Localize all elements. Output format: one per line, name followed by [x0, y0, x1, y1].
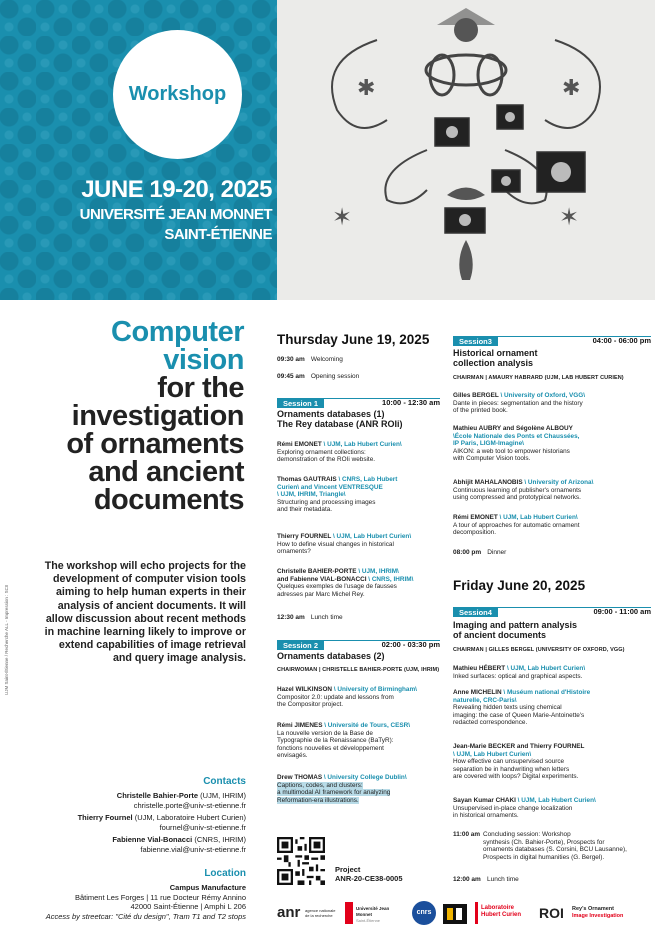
talk	[453, 479, 651, 502]
affiliation: \ CNRS, Lab Hubert	[338, 476, 398, 483]
lhc-logo	[481, 905, 521, 919]
closing-session	[453, 831, 651, 861]
talk-title: Continuous learning of publisher's ornaments	[453, 486, 582, 494]
anr-subtitle: agence nationale de la recherche	[305, 908, 336, 918]
label: Opening session	[310, 373, 360, 380]
talk-title: envisagés.	[277, 752, 308, 760]
ihrim-logo	[443, 904, 467, 924]
speaker: Gilles BERGEL	[453, 392, 499, 399]
speaker: and Fabienne VIAL-BONACCI	[277, 575, 367, 583]
session-title-line: of ancient documents	[453, 630, 547, 640]
schedule-row	[453, 876, 519, 884]
contact-email[interactable]: fabienne.vial@univ-st-etienne.fr	[140, 844, 246, 854]
speaker: Rémi EMONET	[277, 441, 322, 448]
speaker: Christelle BAHIER-PORTE	[277, 568, 357, 575]
roi-subtitle-line: Rey's Ornament	[572, 906, 614, 912]
talk-title: Revealing hidden texts using chemical	[453, 704, 562, 712]
contact-email[interactable]: christelle.porte@univ-st-etienne.fr	[133, 800, 246, 810]
lhc-logo-line: Laboratoire	[481, 905, 515, 911]
session-tag: Session 2	[277, 641, 324, 650]
time: 09:45 am	[277, 373, 305, 380]
session-chair: CHAIRWOMAN | CHRISTELLE BAHIER-PORTE (UJM, IHRIM)	[277, 667, 440, 673]
event-city: SAINT-ÉTIENNE	[164, 226, 272, 243]
affiliation: \ UJM, IHRIM\	[358, 568, 399, 575]
talk-title: How effective can unsupervised source	[453, 758, 565, 766]
project-label: Project	[335, 865, 361, 874]
closing-text: synthesis (Ch. Bahier-Porte), Prospects for	[483, 838, 605, 846]
speaker: Thomas GAUTRAIS	[277, 476, 337, 483]
talk-title: Captions, codes, and clusters:	[277, 781, 363, 789]
anr-logo: anr	[277, 904, 301, 921]
talk	[277, 476, 447, 514]
affiliation: \ University of Arizona\	[524, 479, 594, 486]
talk-title: with Computer Vision tools.	[453, 455, 531, 463]
talk	[277, 533, 442, 556]
affiliation: \ University College Dublin\	[323, 774, 407, 781]
speaker: Rémi JIMENES	[277, 722, 323, 729]
ujm-logo-mark	[345, 902, 353, 924]
schedule-row	[277, 356, 343, 364]
title-line: documents	[93, 484, 244, 516]
affiliation: \ UJM, Lab Hubert Curien\	[499, 514, 578, 521]
session-title	[453, 348, 538, 368]
talk	[453, 689, 651, 727]
contact-entry	[40, 813, 246, 832]
location-details	[40, 883, 246, 921]
talk-title: are covered with loops? Digital experiments.	[453, 773, 579, 781]
talk	[453, 392, 651, 415]
talk	[277, 441, 442, 464]
title-line: for the	[157, 372, 244, 404]
affiliation: \ UJM,	[277, 491, 296, 499]
title-line: vision	[163, 344, 244, 376]
ujm-subtitle: Saint-Étienne	[356, 918, 381, 923]
speaker: Jean-Marie BECKER and Thierry FOURNEL	[453, 743, 585, 750]
hero-banner	[0, 0, 655, 300]
speaker: Abhijit MAHALANOBIS	[453, 479, 523, 486]
affiliation: IHRIM, Triangle\	[297, 491, 346, 499]
talk-title: separation be in handwriting when letters	[453, 765, 570, 773]
talk	[277, 568, 447, 598]
intro-paragraph: The workshop will echo projects for the development of computer vision tools aiming to help human experts in their analysis of ancient documents. It will allow discussion about recent methods in machine learning likely to improve or extend capabilities of image retrieval and query image analysis.	[44, 560, 246, 665]
project-id: ANR-20-CE38-0005	[335, 874, 403, 883]
contact-email[interactable]: fournel@univ-st-etienne.fr	[159, 822, 246, 832]
label: Welcoming	[310, 356, 343, 363]
talk-title: the Compositor project.	[277, 701, 344, 709]
session-title	[453, 620, 577, 640]
session-time: 04:00 - 06:00 pm	[592, 336, 651, 345]
location-address: 42000 Saint-Étienne | Amphi L 206	[130, 902, 246, 911]
svg-text:✱: ✱	[357, 76, 376, 101]
location-address: Bâtiment Les Forges | 11 rue Docteur Rémy Annino	[74, 892, 246, 902]
speaker: Hazel WILKINSON	[277, 686, 333, 693]
speaker: Drew THOMAS	[277, 774, 323, 781]
talk-title: La nouvelle version de la Base de	[277, 729, 373, 737]
affiliation: naturelle, CRC-Paris\	[453, 696, 517, 704]
title-line: and ancient	[88, 456, 244, 488]
talk-title: fonctions nouvelles et développement	[277, 744, 384, 752]
qr-code[interactable]	[277, 837, 325, 885]
event-university: UNIVERSITÉ JEAN MONNET	[79, 206, 272, 223]
affiliation: \ University of Birmingham\	[333, 686, 417, 693]
cnrs-logo: cnrs	[412, 901, 436, 925]
talk	[453, 425, 651, 463]
project-info	[335, 865, 403, 883]
session-title: Ornaments databases (2)	[277, 651, 385, 661]
talk-title: of the printed book.	[453, 407, 508, 415]
talk-title: Compositor 2.0: update and lessons from	[277, 693, 394, 701]
contact-affiliation: (UJM, Laboratoire Hubert Curien)	[134, 813, 246, 822]
closing-text: Concluding session: Workshop	[483, 831, 571, 838]
talk-title: imaging: the case of Queen Marie-Antoinette's	[453, 711, 585, 719]
session-title-line: collection analysis	[453, 358, 534, 368]
session-title-line: The Rey database (ANR ROIi)	[277, 419, 403, 429]
schedule-row	[277, 373, 359, 381]
speaker: Thierry FOURNEL	[277, 533, 332, 540]
talk-title: adresses par Marc Michel Rey.	[277, 590, 365, 598]
title-line: Computer	[111, 316, 244, 348]
ujm-logo: Université Jean Monnet	[356, 906, 390, 917]
session-bar	[277, 398, 440, 406]
closing-text: Prospects in digital humanities (G. Bergel).	[483, 853, 605, 861]
talk-title: Exploring ornament collections:	[277, 448, 366, 456]
svg-text:✱: ✱	[562, 76, 581, 101]
partner-logos	[277, 898, 652, 928]
talk-title: in historical ornaments.	[453, 812, 519, 820]
talk-title: How to define visual changes in historical	[277, 540, 394, 548]
contact-affiliation: (UJM, IHRIM)	[200, 791, 246, 800]
talk-title: Structuring and processing images	[277, 498, 376, 506]
roi-subtitle-line: Image Investigation	[572, 913, 624, 919]
contact-entry	[40, 835, 246, 854]
session-time: 02:00 - 03:30 pm	[381, 640, 440, 649]
contact-entry	[40, 791, 246, 810]
talk-title: Unsupervised in-place change localization	[453, 804, 573, 812]
talk-title: Reformation-era illustrations.	[277, 796, 359, 804]
affiliation: Curien\ and Vincent VENTRESQUE	[277, 483, 383, 491]
talk	[277, 686, 447, 709]
time: 12:00 am	[453, 876, 481, 883]
talk-title: and their metadata.	[277, 506, 333, 514]
schedule-row	[277, 614, 343, 622]
contacts-heading: Contacts	[203, 776, 246, 787]
session-bar	[277, 640, 440, 648]
talk-title: decomposition.	[453, 529, 496, 537]
affiliation: \ UJM, Lab Hubert Curien\	[323, 441, 402, 448]
session-bar	[453, 336, 651, 344]
ornament-image	[277, 0, 655, 300]
roi-subtitle	[572, 906, 623, 920]
contact-name: Christelle Bahier-Porte	[116, 791, 199, 800]
session-title-line: Ornaments databases (1)	[277, 409, 385, 419]
session-tag: Session4	[453, 608, 498, 617]
talk-title: redacted correspondence.	[453, 719, 528, 727]
session-tag: Session 1	[277, 399, 324, 408]
lhc-logo-bar	[475, 902, 478, 924]
title-line: of ornaments	[66, 428, 244, 460]
speaker: Sayan Kumar CHAKI	[453, 797, 516, 804]
location-heading: Location	[204, 868, 246, 879]
affiliation: \ UJM, Lab Hubert Curien\	[453, 750, 532, 758]
talk	[277, 774, 447, 804]
session-title-line: Imaging and pattern analysis	[453, 620, 578, 630]
time: 12:30 am	[277, 614, 305, 621]
affiliation: \École Nationale des Ponts et Chaussées,	[453, 432, 580, 440]
event-dates: JUNE 19-20, 2025	[81, 176, 272, 203]
schedule-row	[453, 549, 506, 557]
talk-title: AIKON: a web tool to empower historians	[453, 447, 570, 455]
affiliation: \ UJM, Lab Hubert Curien\	[333, 533, 412, 540]
speaker: Mathieu AUBRY and Ségolène ALBOUY	[453, 425, 573, 432]
svg-text:✶: ✶	[559, 203, 580, 231]
affiliation: IP Paris, LIGM-Imagine\	[453, 440, 524, 448]
talk-title: ornaments?	[277, 548, 311, 556]
location-place: Campus Manufacture	[169, 883, 246, 892]
session-chair: CHAIRMAN | GILLES BERGEL (UNIVERSITY OF OXFORD, VGG)	[453, 647, 625, 653]
speaker: Rémi EMONET	[453, 514, 498, 521]
talk-title: A tour of approaches for automatic ornament	[453, 521, 580, 529]
session-time: 10:00 - 12:30 am	[382, 398, 440, 407]
roi-logo: ROI	[539, 905, 564, 921]
speaker: Mathieu HÉBERT	[453, 665, 506, 672]
workshop-badge	[113, 30, 242, 159]
affiliation: \ UJM, Lab Hubert Curien\	[506, 665, 586, 672]
contact-name: Fabienne Vial-Bonacci	[112, 835, 193, 844]
lhc-logo-line: Hubert Curien	[481, 912, 522, 918]
talk	[453, 665, 651, 680]
title-line: investigation	[71, 400, 244, 432]
talk-title: Typographie de la Renaissance (BaTyR):	[277, 737, 394, 745]
talk	[453, 514, 651, 537]
talk-title: Quelques exemples de l'usage de fausses	[277, 583, 397, 591]
closing-text: ornaments databases (S. Corsini, BCU Lausanne),	[483, 846, 627, 854]
label: Dinner	[487, 549, 507, 556]
talk	[277, 722, 447, 760]
workshop-label: Workshop	[128, 83, 227, 105]
label: Lunch time	[310, 614, 343, 621]
session-tag: Session3	[453, 337, 498, 346]
svg-text:✶: ✶	[332, 203, 353, 231]
day-heading-friday: Friday June 20, 2025	[453, 578, 586, 593]
label: Lunch time	[487, 876, 519, 883]
print-credit: UJM Saint-Étienne / Recherche ALL - Impression : SCII	[4, 584, 9, 695]
affiliation: \ CNRS, IHRIM\	[368, 575, 414, 583]
talk-title: Inked surfaces: optical and graphical aspects.	[453, 672, 583, 680]
contact-name: Thierry Fournel	[77, 813, 133, 822]
session-bar	[453, 607, 651, 615]
affiliation: \ Université de Tours, CESR\	[324, 722, 411, 729]
session-title-line: Historical ornament	[453, 348, 538, 358]
session-time: 09:00 - 11:00 am	[593, 607, 651, 616]
time: 11:00 am	[453, 831, 481, 838]
time: 08:00 pm	[453, 549, 482, 556]
session-chair: CHAIRMAN | AMAURY HABRARD (UJM, LAB HUBERT CURIEN)	[453, 375, 624, 381]
affiliation: \ Muséum national d'Histoire	[503, 689, 591, 696]
page-title	[40, 318, 244, 514]
day-heading-thursday: Thursday June 19, 2025	[277, 332, 430, 347]
location-access: Access by streetcar: "Cité du design", Tram T1 and T2 stops	[45, 911, 246, 921]
teal-panel	[0, 0, 277, 300]
talk	[453, 743, 651, 781]
talk	[453, 797, 651, 820]
affiliation: \ University of Oxford, VGG\	[500, 392, 585, 399]
talk-title: using compressed and prototypical networks.	[453, 494, 581, 502]
talk-title: Dante in pieces: segmentation and the history	[453, 399, 583, 407]
ornament-illustration	[277, 0, 655, 300]
speaker: Anne MICHELIN	[453, 689, 502, 696]
contact-affiliation: (CNRS, IHRIM)	[194, 835, 246, 844]
affiliation: \ UJM, Lab Hubert Curien\	[517, 797, 596, 804]
talk-title: a multimodal AI framework for analyzing	[277, 789, 391, 797]
session-title	[277, 409, 403, 429]
time: 09:30 am	[277, 356, 305, 363]
talk-title: demonstration of the ROIi website.	[277, 456, 376, 464]
